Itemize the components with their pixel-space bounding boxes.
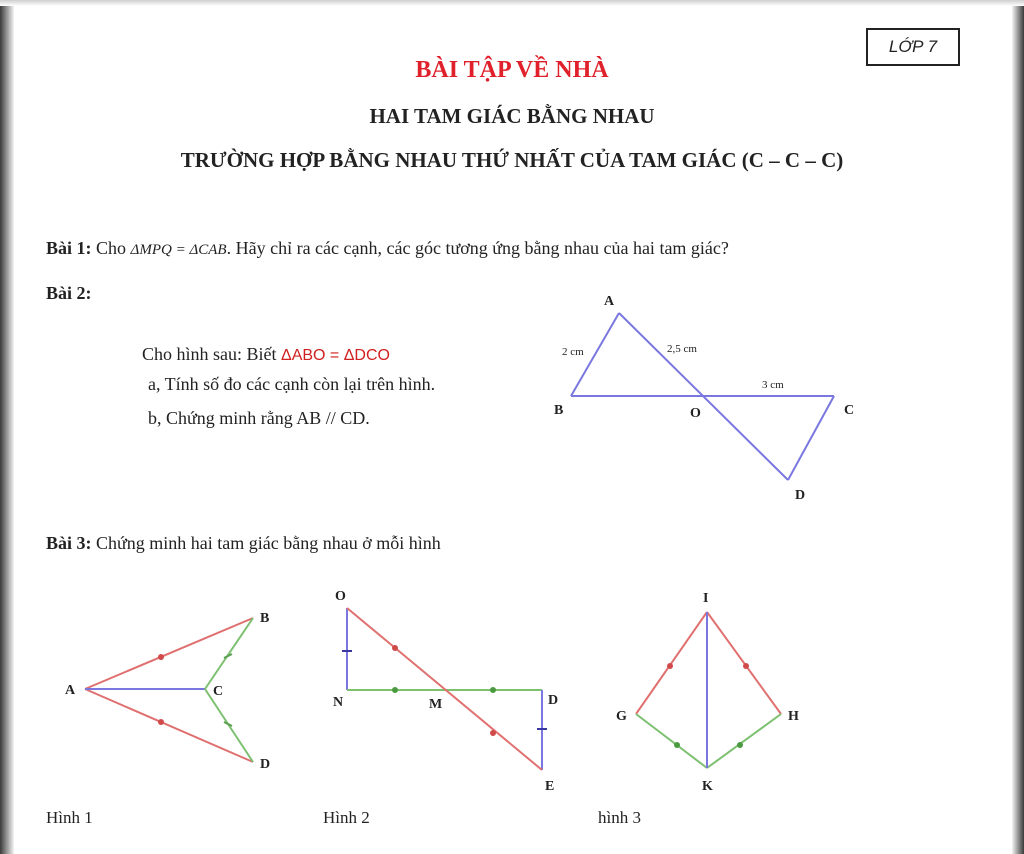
point-label-b: B xyxy=(260,611,270,626)
figure-3-caption: hình 3 xyxy=(598,808,641,827)
figure-3 xyxy=(600,580,820,800)
grade-badge: LỚP 7 xyxy=(866,28,960,66)
worksheet-title: BÀI TẬP VỀ NHÀ xyxy=(415,57,609,83)
tick-mark xyxy=(392,687,398,693)
point-label-c: C xyxy=(213,684,224,699)
exercise-1-math: ΔMPQ = ΔCAB xyxy=(130,242,227,258)
exercise-2-part-a: a, Tính số đo các cạnh còn lại trên hình. xyxy=(148,374,436,394)
point-label-b: B xyxy=(554,403,564,418)
point-label-d: D xyxy=(795,488,806,503)
length-ab: 2 cm xyxy=(562,346,584,358)
tick-mark xyxy=(667,663,673,669)
segment-gk xyxy=(636,714,707,768)
tick-mark xyxy=(674,742,680,748)
exercise-2-label: Bài 2: xyxy=(46,283,92,303)
point-label-a: A xyxy=(604,294,615,309)
exercise-2-figure xyxy=(540,285,870,505)
segment-ig xyxy=(636,612,707,714)
length-ao: 2,5 cm xyxy=(667,343,697,355)
point-label-a: A xyxy=(65,683,76,698)
point-label-e: E xyxy=(545,779,555,794)
worksheet-subtitle: HAI TAM GIÁC BẰNG NHAU xyxy=(369,104,655,128)
tick-mark xyxy=(490,730,496,736)
tick-mark xyxy=(392,645,398,651)
length-oc: 3 cm xyxy=(762,379,784,391)
exercise-1-label: Bài 1: xyxy=(46,238,92,258)
exercise-2-given-math: ΔABO = ΔDCO xyxy=(281,347,390,364)
exercise-2-part-b: b, Chứng minh rằng AB // CD. xyxy=(148,408,370,428)
worksheet-subtitle-2: TRƯỜNG HỢP BẰNG NHAU THỨ NHẤT CỦA TAM GIÁC (C – C – C) xyxy=(180,148,844,172)
figure-2 xyxy=(325,580,575,800)
exercise-3-text: Chứng minh hai tam giác bằng nhau ở mỗi hình xyxy=(96,533,441,553)
exercise-1-text: . Hãy chỉ ra các cạnh, các góc tương ứng bằng nhau của hai tam giác? xyxy=(226,238,729,258)
exercise-3 xyxy=(46,533,441,554)
point-label-g: G xyxy=(616,709,627,724)
segment-hk xyxy=(707,714,781,768)
point-label-n: N xyxy=(333,695,344,710)
exercise-3-label: Bài 3: xyxy=(46,533,92,553)
segment-ih xyxy=(707,612,781,714)
segment-cd xyxy=(788,396,834,480)
screen-top-edge xyxy=(0,0,1024,6)
point-label-i: I xyxy=(703,591,709,606)
exercise-2-given-text: Cho hình sau: Biết xyxy=(142,344,277,364)
exercise-1 xyxy=(46,238,729,259)
figure-1-caption: Hình 1 xyxy=(46,808,93,827)
tick-mark xyxy=(490,687,496,693)
exercise-1-pre: Cho xyxy=(96,238,127,258)
point-label-k: K xyxy=(702,779,713,794)
point-label-h: H xyxy=(788,709,799,724)
point-label-o: O xyxy=(335,589,346,604)
point-label-d: D xyxy=(260,757,271,772)
point-label-m: M xyxy=(429,697,443,712)
figure-1 xyxy=(55,600,285,780)
exercise-2-given xyxy=(142,344,390,365)
tick-mark xyxy=(743,663,749,669)
point-label-d: D xyxy=(548,693,559,708)
tick-mark xyxy=(158,654,164,660)
segment-ad xyxy=(85,689,253,762)
tick-mark xyxy=(158,719,164,725)
point-label-o: O xyxy=(690,406,701,421)
figure-2-caption: Hình 2 xyxy=(323,808,370,827)
point-label-c: C xyxy=(844,403,855,418)
tick-mark xyxy=(737,742,743,748)
